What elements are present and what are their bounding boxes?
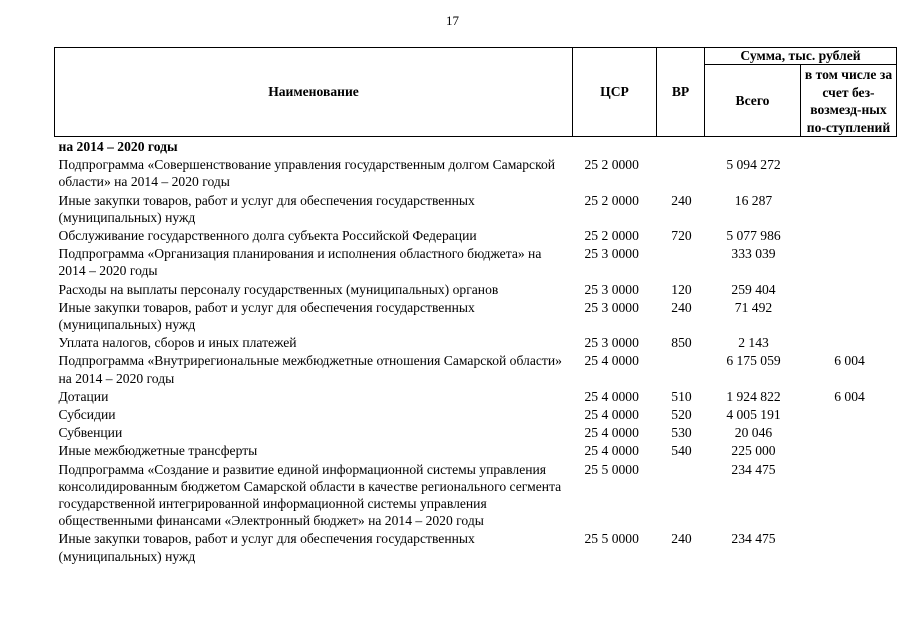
cell-csr: 25 4 0000 [584,407,639,423]
cell-total: 16 287 [734,192,773,208]
cell-free [801,227,897,245]
cell-total: 225 000 [731,443,776,459]
cell-total: 5 077 986 [726,228,781,244]
cell-free [801,406,897,424]
cell-csr: 25 5 0000 [584,531,639,547]
cell-total: 333 039 [731,246,776,262]
cell-name: Расходы на выплаты персоналу государственных (муниципальных) органов [58,281,499,297]
budget-table [54,47,897,566]
cell-csr: 25 3 0000 [584,281,639,297]
cell-csr: 25 4 0000 [584,388,639,404]
cell-name: Иные закупки товаров, работ и услуг для обеспечения государственных (муниципальных) нужд [58,299,475,333]
cell-name: Субсидии [58,407,116,423]
table-row [55,352,897,387]
cell-csr: 25 3 0000 [584,299,639,315]
cell-vr [657,352,705,387]
cell-free [801,442,897,460]
cell-total: 2 143 [738,335,769,351]
section-title: на 2014 – 2020 годы [58,139,178,154]
table-row [55,299,897,334]
cell-vr: 850 [671,335,692,351]
cell-name: Обслуживание государственного долга субъекта Российской Федерации [58,228,477,244]
table-row [55,424,897,442]
cell-name: Подпрограмма «Внутрирегиональные межбюджетные отношения Самарской области» на 2014 – 2020 годы [58,353,562,386]
cell-csr: 25 3 0000 [584,335,639,351]
cell-vr [657,156,705,191]
header-vr: ВР [657,48,705,137]
table-row [55,245,897,280]
table-row [55,227,897,245]
cell-total: 259 404 [731,281,776,297]
cell-free [801,245,897,280]
table-body [55,137,897,566]
cell-free [801,424,897,442]
cell-total: 234 475 [731,531,776,547]
cell-vr: 120 [671,281,692,297]
header-name: Наименование [55,48,573,137]
cell-vr: 240 [671,192,692,208]
cell-name: Уплата налогов, сборов и иных платежей [58,335,297,351]
cell-total: 6 175 059 [726,353,781,369]
cell-csr: 25 4 0000 [584,353,639,369]
table-row [55,156,897,191]
table-row [55,388,897,406]
cell-name: Подпрограмма «Совершенствование управления государственным долгом Самарской области» на 2014 – 2020 годы [58,157,556,190]
cell-free [801,334,897,352]
cell-vr: 240 [671,531,692,547]
cell-free [801,299,897,334]
cell-name: Иные межбюджетные трансферты [58,443,258,459]
cell-vr [657,245,705,280]
cell-total: 234 475 [731,461,776,477]
table-row [55,442,897,460]
cell-csr: 25 4 0000 [584,425,639,441]
cell-name: Иные закупки товаров, работ и услуг для обеспечения государственных (муниципальных) нужд [58,192,475,225]
section-row [55,137,897,157]
cell-name: Дотации [58,388,109,404]
header-total: Всего [705,65,801,137]
cell-vr [657,461,705,531]
cell-total: 20 046 [734,425,773,441]
table-row [55,461,897,531]
cell-total: 5 094 272 [726,157,781,173]
page-number: 17 [446,13,459,28]
cell-vr: 540 [671,443,692,459]
cell-name: Субвенции [58,425,123,441]
cell-free [801,530,897,565]
header-sum: Сумма, тыс. рублей [705,48,897,65]
cell-total: 71 492 [734,299,773,315]
cell-free [801,461,897,531]
cell-free: 6 004 [834,388,865,404]
cell-name: Подпрограмма «Создание и развитие единой информационной системы управления консолидированным бюджетом Самарской области в качестве регионального сегмента государственной интегрированной информационной системы управления общественными финансами «Электронный бюджет» на 2014 – 2020 годы [58,461,562,529]
table-row [55,192,897,227]
cell-vr: 520 [671,407,692,423]
cell-vr: 530 [671,425,692,441]
header-free: в том числе за счет без-возмезд-ных по-ступлений [801,65,897,137]
cell-vr: 720 [671,228,692,244]
table-row [55,406,897,424]
cell-free [801,192,897,227]
table-row [55,334,897,352]
cell-vr: 510 [671,388,692,404]
cell-csr: 25 2 0000 [584,228,639,244]
cell-name: Иные закупки товаров, работ и услуг для обеспечения государственных (муниципальных) нужд [58,531,475,564]
table-header [55,48,897,137]
cell-free: 6 004 [834,353,865,369]
cell-free [801,156,897,191]
cell-total: 1 924 822 [726,388,781,404]
cell-vr: 240 [671,299,692,315]
cell-csr: 25 2 0000 [584,192,639,208]
table-row [55,281,897,299]
cell-name: Подпрограмма «Организация планирования и исполнения областного бюджета» на 2014 – 2020 годы [58,246,542,279]
cell-total: 4 005 191 [726,407,781,423]
cell-csr: 25 4 0000 [584,443,639,459]
cell-csr: 25 5 0000 [584,461,639,477]
header-csr: ЦСР [573,48,657,137]
cell-free [801,281,897,299]
cell-csr: 25 2 0000 [584,157,639,173]
cell-csr: 25 3 0000 [584,246,639,262]
table-row [55,530,897,565]
